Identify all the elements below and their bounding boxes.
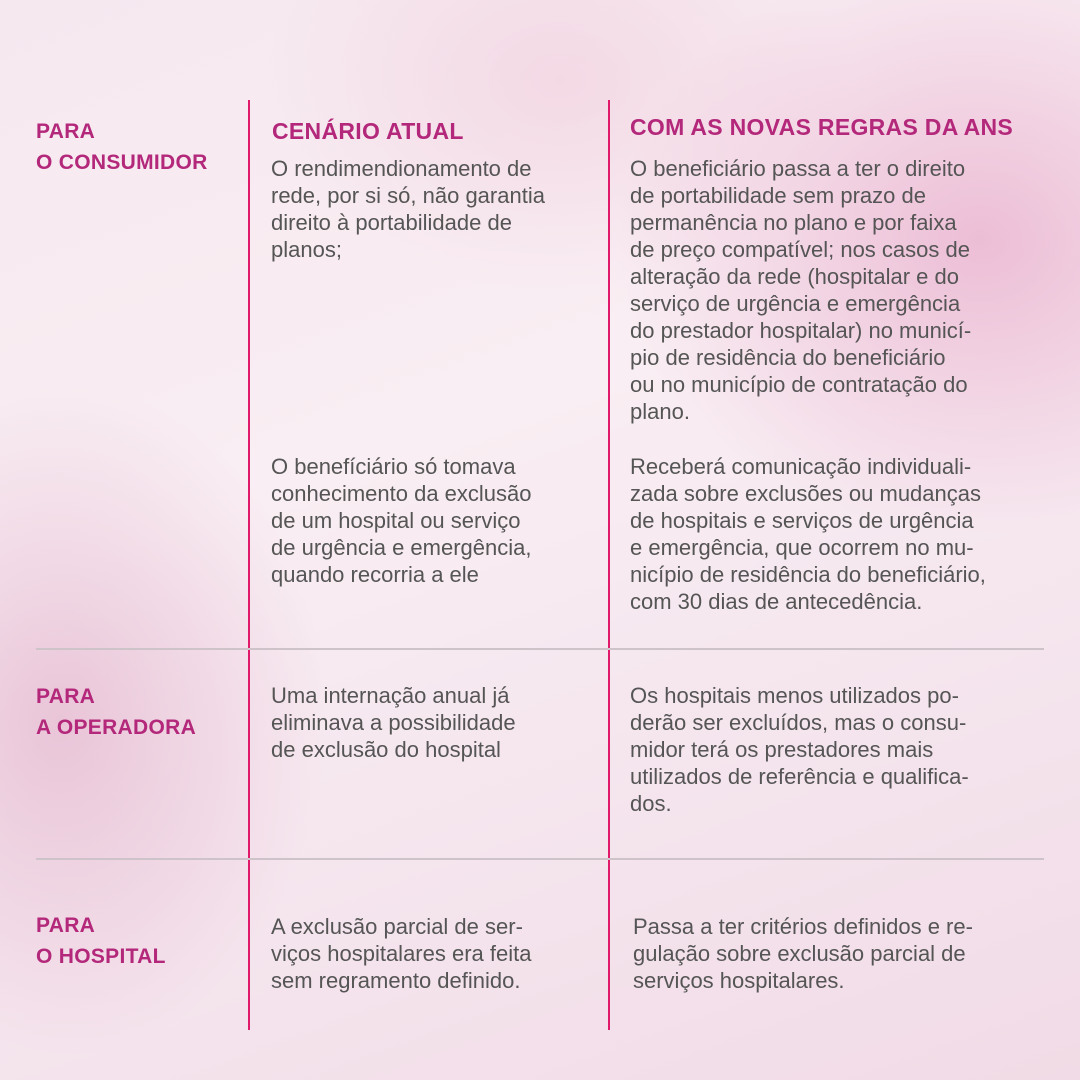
current-text-portabilidade: O rendimendionamento de rede, por si só, não garantia direito à portabilidade de planos; (271, 156, 545, 262)
current-text-comunicacao: O benefíciário só tomava conhecimento da exclusão de um hospital ou serviço de urgência e emergência, quando recorria a ele (271, 454, 532, 587)
column-header-current: CENÁRIO ATUAL (272, 118, 464, 144)
column-divider-right (608, 100, 610, 1030)
row-label-consumidor: PARA O CONSUMIDOR (36, 120, 208, 174)
row-divider-1 (36, 648, 1044, 650)
current-text-hospital: A exclusão parcial de ser- viços hospitalares era feita sem regramento definido. (271, 914, 532, 993)
new-rule-text-operadora: Os hospitais menos utilizados po- derão ser excluídos, mas o consu- midor terá os prestadores mais utilizados de referência e qualifica- dos. (630, 683, 969, 816)
row-divider-2 (36, 858, 1044, 860)
column-header-new-rules: COM AS NOVAS REGRAS DA ANS (630, 114, 1014, 140)
current-text-operadora: Uma internação anual já eliminava a possibilidade de exclusão do hospital (271, 683, 516, 762)
row-label-hospital: PARA O HOSPITAL (36, 914, 166, 968)
new-rule-text-portabilidade: O beneficiário passa a ter o direito de portabilidade sem prazo de permanência no plano e por faixa de preço compatível; nos casos de alteração da rede (hospitalar e do serviço de urgência e emergência do prestador hospitalar) no municí- pio de residência do beneficiário ou no município de contratação do plano. (630, 156, 972, 424)
column-divider-left (248, 100, 250, 1030)
row-label-operadora: PARA A OPERADORA (36, 685, 197, 739)
new-rule-text-hospital: Passa a ter critérios definidos e re- gulação sobre exclusão parcial de serviços hospitalares. (633, 914, 973, 993)
new-rule-text-comunicacao: Receberá comunicação individuali- zada sobre exclusões ou mudanças de hospitais e serviços de urgência e emergência, que ocorrem no mu- nicípio de residência do beneficiário, com 30 dias de antecedência. (630, 454, 986, 614)
